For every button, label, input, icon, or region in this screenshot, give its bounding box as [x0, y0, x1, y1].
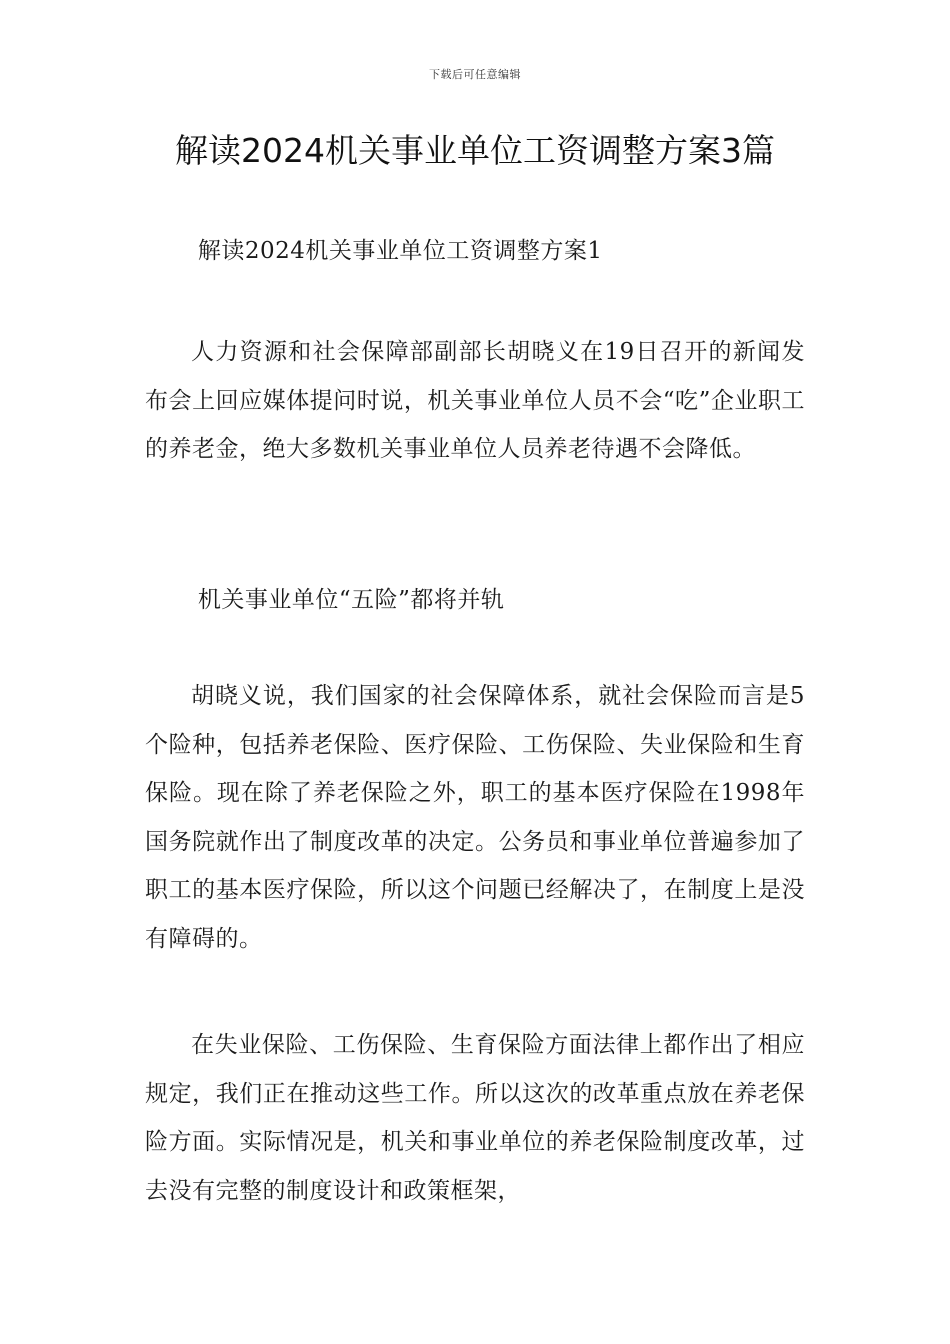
section-subtitle-1: 解读2024机关事业单位工资调整方案1 — [197, 238, 603, 264]
document-title: 解读2024机关事业单位工资调整方案3篇 — [175, 131, 775, 170]
header-note: 下载后可任意编辑 — [429, 68, 521, 81]
section-subtitle-2: 机关事业单位“五险”都将并轨 — [197, 587, 505, 613]
paragraph-2: 胡晓义说，我们国家的社会保障体系，就社会保险而言是5个险种，包括养老保险、医疗保险、工伤保险、失业保险和生育保险。现在除了养老保险之外，职工的基本医疗保险在1998年国务院就作出了制度改革的决定。公务员和事业单位普遍参加了职工的基本医疗保险，所以这个问题已经解决了，在制度上是没有障碍的。 — [145, 683, 805, 952]
paragraph-3: 在失业保险、工伤保险、生育保险方面法律上都作出了相应规定，我们正在推动这些工作。所以这次的改革重点放在养老保险方面。实际情况是，机关和事业单位的养老保险制度改革，过去没有完整的制度设计和政策框架， — [145, 1032, 805, 1204]
paragraph-1: 人力资源和社会保障部副部长胡晓义在19日召开的新闻发布会上回应媒体提问时说，机关事业单位人员不会“吃”企业职工的养老金，绝大多数机关事业单位人员养老待遇不会降低。 — [145, 339, 805, 462]
